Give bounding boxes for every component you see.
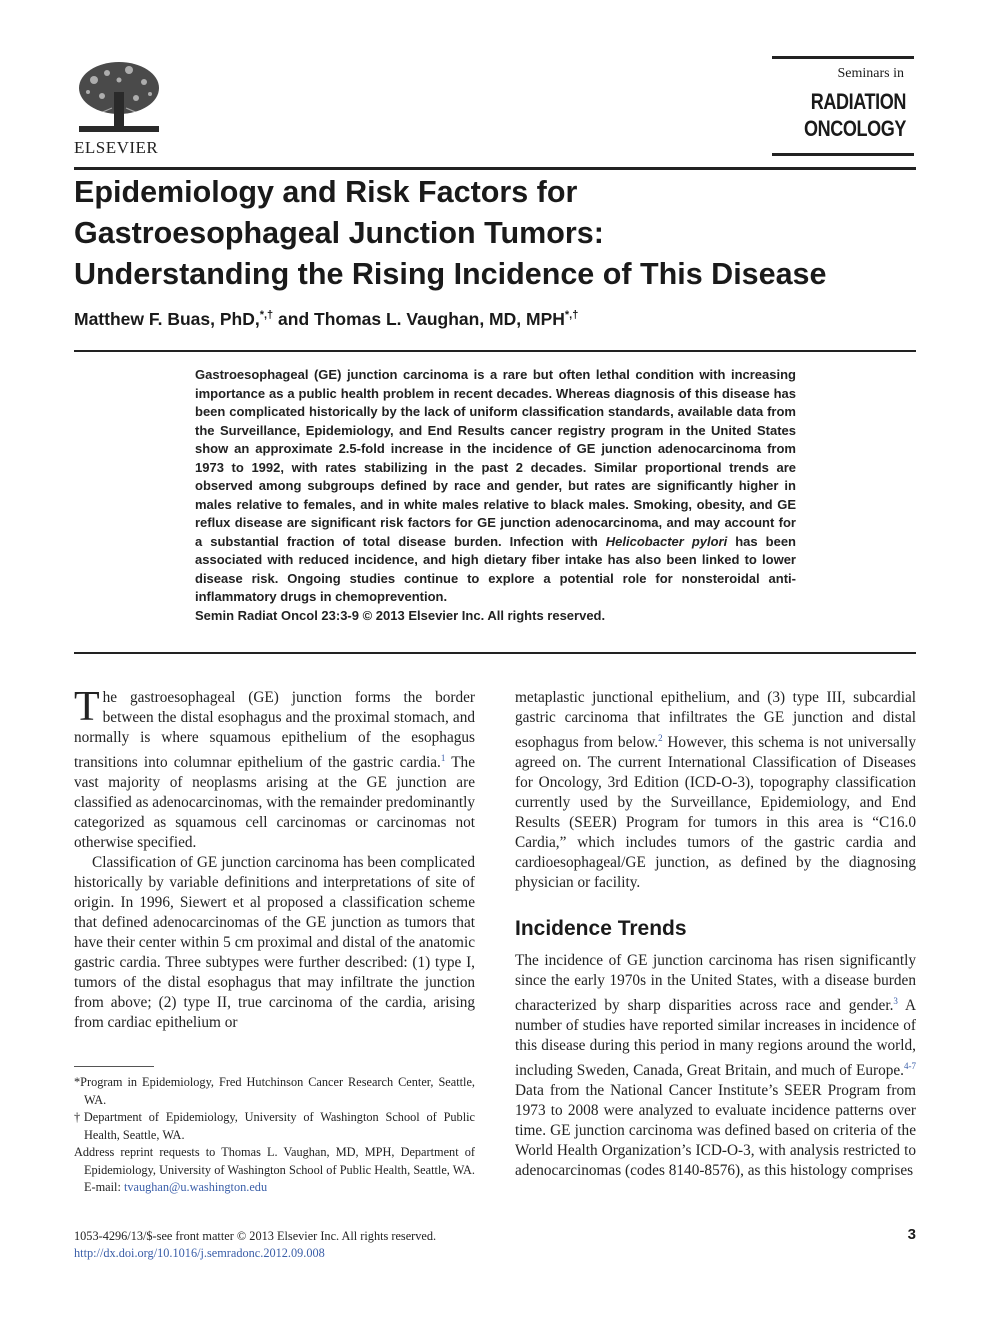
paragraph-text: The incidence of GE junction carcinoma has risen significantly since the early 1970s in the United States, with a disease burden characterized by sharp disparities across race and gender.	[515, 952, 916, 1015]
title-line-1: Epidemiology and Risk Factors for	[74, 175, 578, 209]
body-paragraph	[515, 688, 916, 893]
reference-link[interactable]: 1	[440, 753, 446, 763]
body-column-right	[515, 688, 916, 1181]
page-number: 3	[907, 1226, 916, 1243]
journal-masthead	[772, 56, 914, 156]
drop-cap: T	[74, 684, 100, 730]
publisher-name: ELSEVIER	[74, 138, 159, 157]
body-paragraph	[515, 951, 916, 1181]
author-2: Thomas L. Vaughan, MD, MPH	[314, 309, 565, 329]
abstract-part-2: has been associated with reduced incidence, and high dietary fiber intake has also been linked to lower disease risk. Ongoing studies continue to explore a potential role for nonsteroidal anti-inflammatory drugs in chemoprevention.	[195, 533, 796, 604]
journal-name-line2: ONCOLOGY	[804, 116, 906, 141]
reference-link[interactable]: 3	[893, 996, 898, 1007]
title-line-2: Gastroesophageal Junction Tumors:	[74, 216, 604, 250]
title-line-3: Understanding the Rising Incidence of This Disease	[74, 257, 827, 291]
paragraph-text: A number of studies have reported similar increases in incidence of this disease during this period in many regions around the world, including Sweden, Canada, Great Britain, and much of Europe.	[515, 997, 916, 1080]
footnote-rule	[74, 1066, 154, 1067]
correspondence-text: Address reprint requests to Thomas L. Vaughan, MD, MPH, Department of Epidemiology, University of Washington School of Public Health, Seattle, WA. E-mail:	[74, 1145, 475, 1194]
body-paragraph	[74, 684, 475, 853]
abstract-bottom-rule	[74, 652, 916, 654]
abstract-italic-term: Helicobacter pylori	[605, 533, 728, 549]
header-rule	[74, 167, 916, 170]
page-footer	[74, 1228, 436, 1262]
paragraph-text: metaplastic junctional epithelium, and (3) type III, subcardial gastric carcinoma that infiltrates the GE junction and distal esophagus from below.	[515, 689, 916, 752]
footnotes	[74, 1074, 475, 1197]
footnote-affiliation-2: †Department of Epidemiology, University of Washington School of Public Health, Seattle, WA.	[74, 1110, 475, 1142]
abstract	[195, 366, 796, 625]
abstract-text	[195, 366, 796, 607]
body-column-left	[74, 684, 475, 1033]
footnote-correspondence	[74, 1144, 475, 1197]
footnote-affiliation-1: *Program in Epidemiology, Fred Hutchinson Cancer Research Center, Seattle, WA.	[74, 1075, 475, 1107]
author-1-affiliation-marks: *,†	[259, 309, 274, 322]
author-1: Matthew F. Buas, PhD,	[74, 309, 260, 329]
paragraph-text: he gastroesophageal (GE) junction forms the border between the distal esophagus and the proximal stomach, and normally is where squamous epithelium of the esophagus transitions into columnar epithelium of the gastric cardia.	[74, 689, 475, 772]
abstract-top-rule	[74, 350, 916, 352]
paragraph-text: However, this schema is not universally agreed on. The current International Classification of Diseases for Oncology, 3rd Edition (ICD-O-3), topography classification currently used by the Surveillance, Epidemiology, and End Results (SEER) Program for tumors in this area is “C16.0 Cardia,” which includes tumors of the gastric cardia and cardioesophageal/GE junction, as defined by the diagnosing physician or facility.	[515, 734, 916, 892]
journal-name-line1: RADIATION	[810, 89, 906, 114]
paragraph-text: The vast majority of neoplasms arising at the GE junction are classified as adenocarcinomas, with the remainder predominantly categorized as squamous cell carcinomas or carcinomas not otherwise specified.	[74, 754, 475, 852]
author-list	[74, 309, 578, 330]
abstract-part-1: Gastroesophageal (GE) junction carcinoma is a rare but often lethal condition with increasing importance as a public health problem in recent decades. Whereas diagnosis of this disease has been complicated historically by the lack of uniform classification standards, available data from the Surveillance, Epidemiology, and End Results cancer registry program in the United States show an approximate 2.5-fold increase in the incidence of GE junction adenocarcinoma from 1973 to 1992, with rates stabilizing in the past 2 decades. Similar proportional trends are observed among subgroups defined by race and gender, but rates are significantly higher in males relative to females, and in white males relative to black males. Smoking, obesity, and GE reflux disease are significant risk factors for GE junction adenocarcinoma, and may account for a substantial fraction of total disease burden. Infection with	[195, 367, 796, 549]
body-paragraph: Classification of GE junction carcinoma has been complicated historically by variable definitions and interpretations of site of origin. In 1996, Siewert et al proposed a classification scheme that defined adenocarcinomas of the GE junction as tumors that have their center within 5 cm proximal and distal of the anatomic gastric cardia. Three subtypes were further described: (1) type I, tumors of the distal esophagus that may infiltrate the junction from above; (2) type II, true carcinoma of the cardia, arising from cardiac epithelium or	[74, 854, 475, 1032]
reference-link[interactable]: 2	[658, 733, 663, 743]
email-link[interactable]: tvaughan@u.washington.edu	[123, 1180, 268, 1194]
doi-link[interactable]: http://dx.doi.org/10.1016/j.semradonc.2012.09.008	[74, 1246, 325, 1260]
article-title	[74, 172, 916, 295]
journal-prefix: Seminars in	[837, 66, 904, 81]
author-conjunction: and	[273, 309, 315, 329]
reference-link[interactable]: 4-7	[904, 1061, 916, 1072]
author-2-affiliation-marks: *,†	[564, 309, 579, 322]
abstract-citation: Semin Radiat Oncol 23:3-9 © 2013 Elsevier Inc. All rights reserved.	[195, 607, 606, 623]
section-heading: Incidence Trends	[515, 917, 687, 941]
paragraph-text: Data from the National Cancer Institute’s SEER Program from 1973 to 2008 were analyzed to evaluate incidence patterns over time. GE junction carcinoma was defined based on criteria of the World Health Organization’s ICD-O-3, with analysis restricted to adenocarcinomas (codes 8140-8576), as this histology comprises	[515, 1082, 916, 1180]
journal-name	[796, 88, 906, 142]
issn-line: 1053-4296/13/$-see front matter © 2013 Elsevier Inc. All rights reserved.	[74, 1229, 437, 1243]
